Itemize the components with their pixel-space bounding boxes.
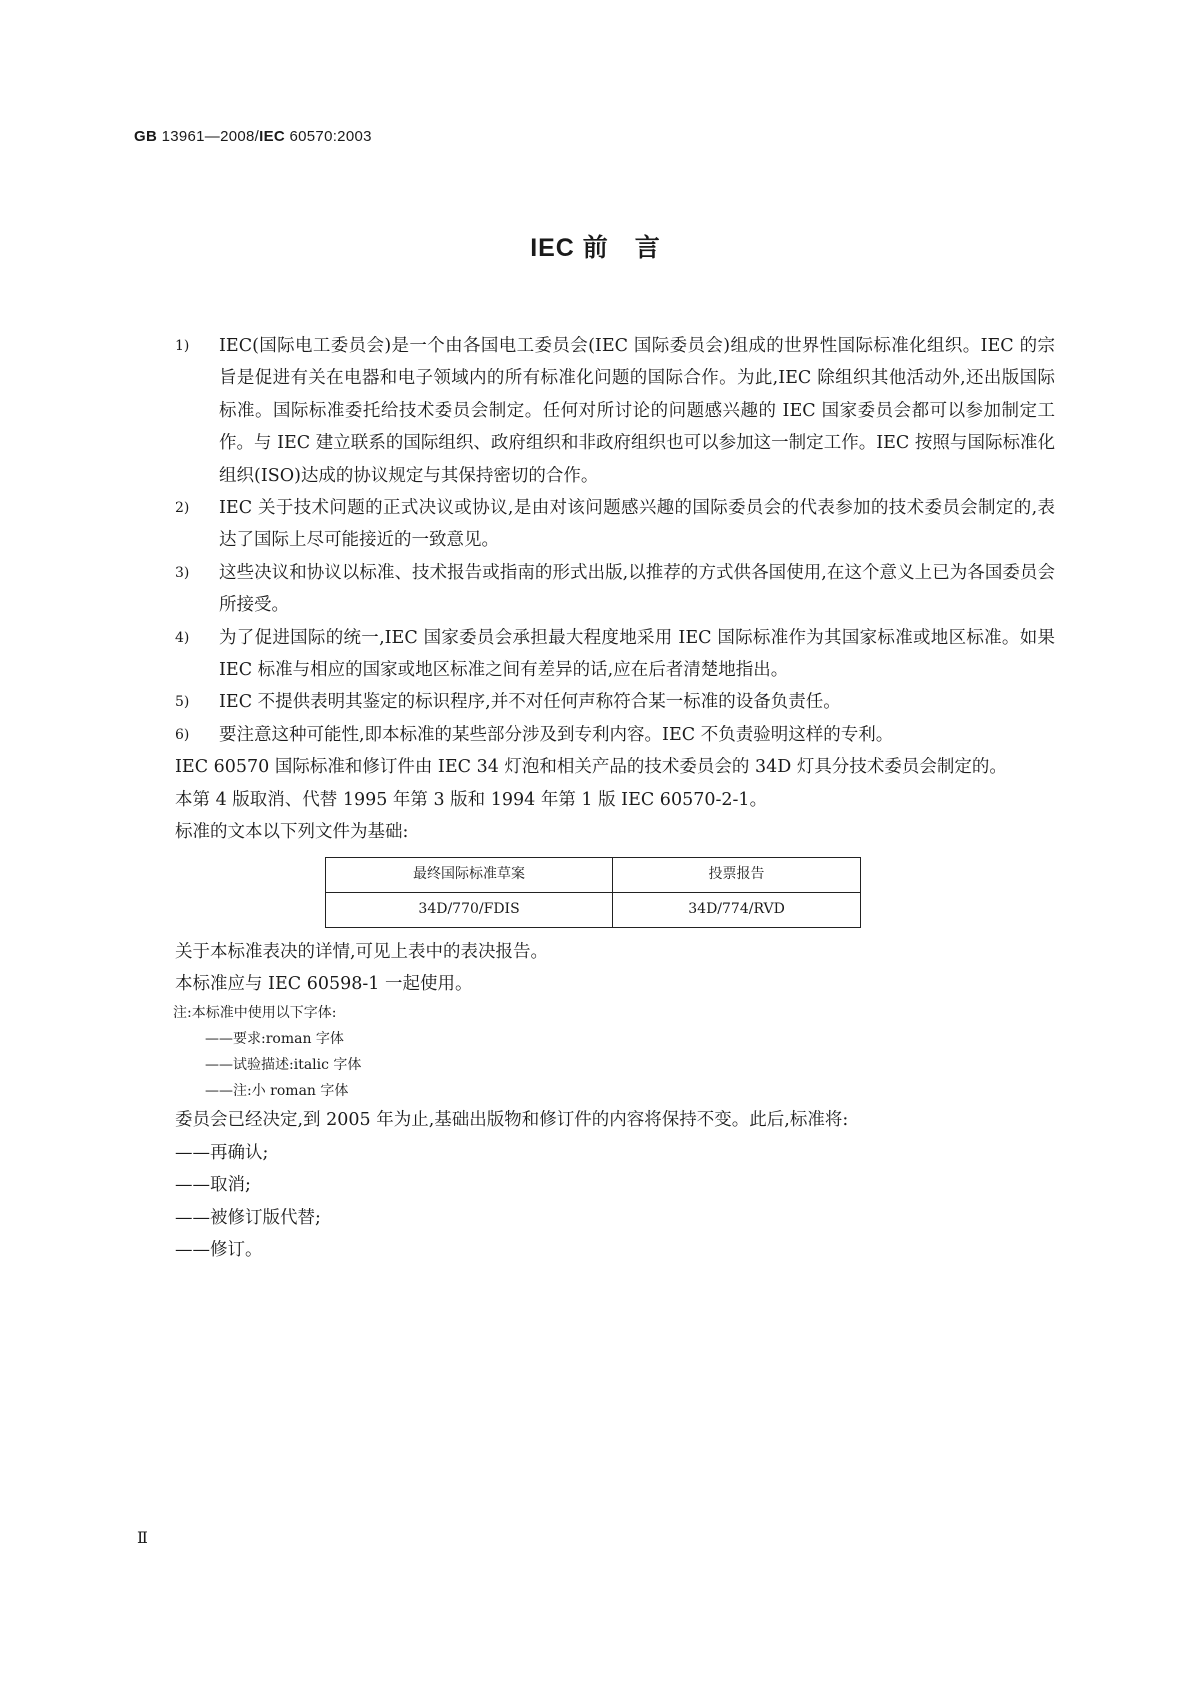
item-text: IEC 关于技术问题的正式决议或协议,是由对该问题感兴趣的国际委员会的代表参加的技术委员会制定的,表达了国际上尽可能接近的一致意见。 [219, 498, 1055, 551]
table-cell: 34D/774/RVD [613, 892, 861, 927]
paragraph-maintenance: 委员会已经决定,到 2005 年为止,基础出版物和修订件的内容将保持不变。此后,标准将: [175, 1110, 849, 1131]
list-item [175, 557, 1055, 622]
note-line: ——试验描述:italic 字体 [205, 1057, 362, 1074]
item-text: IEC 不提供表明其鉴定的标识程序,并不对任何声称符合某一标准的设备负责任。 [219, 692, 841, 713]
table-header: 投票报告 [613, 857, 861, 892]
dash-item: ——再确认; [175, 1142, 269, 1163]
list-item [175, 492, 1055, 557]
dash-item: ——被修订版代替; [175, 1207, 321, 1228]
body-text [175, 330, 1055, 1266]
item-number: 1) [175, 338, 190, 354]
table-header: 最终国际标准草案 [326, 857, 613, 892]
paragraph-edition: 本第 4 版取消、代替 1995 年第 3 版和 1994 年第 1 版 IEC 60570-2-1。 [175, 789, 768, 810]
item-number: 3) [175, 564, 190, 581]
standard-code: GB 13961—2008/IEC 60570:2003 [134, 128, 372, 145]
paragraph-voting-details: 关于本标准表决的详情,可见上表中的表决报告。 [175, 941, 549, 962]
list-item [175, 330, 1055, 492]
list-item [175, 719, 1055, 751]
item-text: 为了促进国际的统一,IEC 国家委员会承担最大程度地采用 IEC 国际标准作为其国家标准或地区标准。如果 IEC 标准与相应的国家或地区标准之间有差异的话,应在后者清楚地指出。 [219, 627, 1055, 681]
list-item [175, 622, 1055, 687]
item-number: 5) [175, 694, 190, 711]
paragraph-basis: 标准的文本以下列文件为基础: [175, 822, 409, 843]
note-line: ——注:小 roman 字体 [205, 1083, 349, 1100]
list-item [175, 686, 1055, 718]
dash-item: ——取消; [175, 1175, 251, 1196]
item-text: IEC(国际电工委员会)是一个由各国电工委员会(IEC 国际委员会)组成的世界性国际标准化组织。IEC 的宗旨是促进有关在电器和电子领域内的所有标准化问题的国际合作。为此,IEC 除组织其他活动外,还出版国际标准。国际标准委托给技术委员会制定。任何对所讨论的问题感兴趣的 IEC 国家委员会都可以参加制定工作。与 IEC 建立联系的国际组织、政府组织和非政府组织也可以参加这一制定工作。IEC 按照与国际标准化组织(ISO)达成的协议规定与其保持密切的合作。 [219, 336, 1055, 486]
item-number: 4) [175, 629, 190, 646]
item-text: 这些决议和协议以标准、技术报告或指南的形式出版,以推荐的方式供各国使用,在这个意义上已为各国委员会所接受。 [219, 562, 1055, 616]
item-number: 6) [175, 726, 190, 743]
paragraph-use-with: 本标准应与 IEC 60598-1 一起使用。 [175, 973, 473, 994]
page-number: Ⅱ [137, 1528, 148, 1547]
note-line: ——要求:roman 字体 [205, 1031, 344, 1048]
note-label: 注:本标准中使用以下字体: [173, 1005, 337, 1022]
table-cell: 34D/770/FDIS [326, 892, 613, 927]
item-text: 要注意这种可能性,即本标准的某些部分涉及到专利内容。IEC 不负责验明这样的专利。 [219, 724, 894, 745]
item-number: 2) [175, 500, 190, 517]
paragraph-scope: IEC 60570 国际标准和修订件由 IEC 34 灯泡和相关产品的技术委员会的 34D 灯具分技术委员会制定的。 [175, 757, 1007, 778]
page-title: IEC 前 言 [530, 234, 661, 262]
dash-item: ——修订。 [175, 1239, 263, 1260]
font-note [173, 1000, 1055, 1104]
voting-table [325, 857, 861, 928]
